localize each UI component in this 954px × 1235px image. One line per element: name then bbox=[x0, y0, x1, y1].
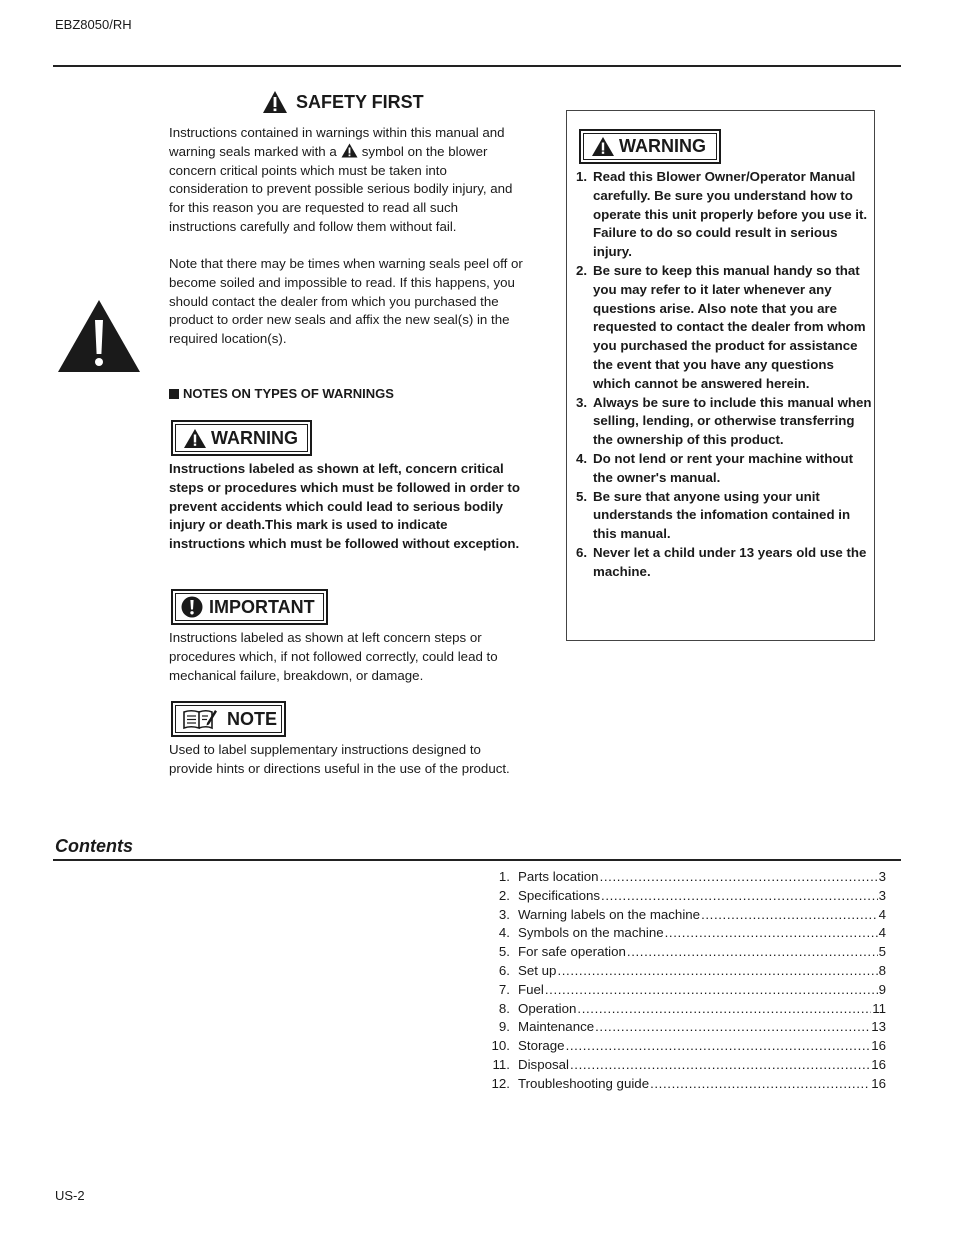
book-note-icon bbox=[182, 707, 218, 731]
toc-number: 7. bbox=[498, 981, 510, 997]
note-label-badge bbox=[171, 701, 286, 737]
safety-intro-text-2: symbol on the blower concern critical points which must be taken into consideration to prevent possible serious bodily injury, and for this reason you are requested to read all such instructions carefully and follow them without fail. bbox=[169, 143, 513, 234]
toc-page: 4 bbox=[878, 925, 886, 941]
toc-leader bbox=[665, 924, 878, 943]
toc-title: Parts location bbox=[518, 869, 599, 884]
toc-entry[interactable] bbox=[486, 943, 886, 962]
list-item bbox=[576, 544, 872, 582]
list-text: Never let a child under 13 years old use the machine. bbox=[593, 544, 867, 579]
square-bullet-icon bbox=[169, 389, 179, 399]
toc-number: 8. bbox=[498, 1000, 510, 1016]
toc-title: Set up bbox=[518, 962, 557, 978]
toc-entry[interactable] bbox=[486, 1018, 886, 1037]
safety-title-text: SAFETY FIRST bbox=[296, 91, 424, 112]
toc-entry[interactable] bbox=[486, 906, 886, 925]
toc-entry[interactable] bbox=[486, 1056, 886, 1075]
exclamation-circle-icon bbox=[181, 596, 203, 618]
safety-intro-paragraph bbox=[169, 124, 524, 237]
toc-page: 16 bbox=[871, 1056, 886, 1072]
toc-entry[interactable] bbox=[486, 1000, 886, 1019]
important-description: Instructions labeled as shown at left concern steps or procedures which, if not followed correctly, could lead to mechanical failure, breakdown, or damage. bbox=[169, 630, 498, 683]
toc-number: 2. bbox=[498, 887, 510, 903]
toc-number: 9. bbox=[498, 1019, 510, 1035]
list-item bbox=[576, 262, 872, 394]
list-item bbox=[576, 450, 872, 488]
list-number: 6. bbox=[576, 544, 588, 560]
toc-title: Troubleshooting guide bbox=[518, 1075, 650, 1091]
notes-heading bbox=[169, 386, 394, 401]
seal-notice-paragraph: Note that there may be times when warning seals peel off or become soiled and impossible to read. If this happens, you should contact the dealer from which you purchased the product to order new seals and affix the new seal(s) in the required location(s). bbox=[169, 256, 523, 347]
warning-label-badge bbox=[171, 420, 312, 456]
warning-triangle-icon bbox=[591, 136, 615, 157]
toc-entry[interactable] bbox=[486, 887, 886, 906]
toc-number: 5. bbox=[498, 944, 510, 960]
list-text: Be sure to keep this manual handy so that you may refer to it later whenever any questions arise. Also note that you are requested to contact the dealer from whom you purchased the product for assistance the event that you have any questions which cannot be answered herein. bbox=[593, 262, 866, 391]
contents-heading: Contents bbox=[55, 836, 133, 856]
toc-entry[interactable] bbox=[486, 962, 886, 981]
list-text: Always be sure to include this manual when selling, lending, or otherwise transferring the ownership of this product. bbox=[593, 394, 872, 448]
important-label-badge bbox=[171, 589, 328, 625]
toc-leader bbox=[627, 943, 878, 962]
toc-page: 13 bbox=[871, 1019, 886, 1035]
list-text: Do not lend or rent your machine without the owner's manual. bbox=[593, 450, 854, 485]
panel-warning-badge bbox=[579, 129, 721, 164]
toc-title: Maintenance bbox=[518, 1019, 595, 1035]
list-item bbox=[576, 168, 872, 262]
toc-leader bbox=[650, 1075, 870, 1094]
toc-leader bbox=[566, 1037, 871, 1056]
toc-page: 3 bbox=[878, 887, 886, 903]
toc-leader bbox=[545, 981, 878, 1000]
toc-leader bbox=[701, 906, 878, 925]
toc-number: 4. bbox=[498, 925, 510, 941]
list-text: Be sure that anyone using your unit understands the infomation contained in this manual. bbox=[593, 488, 851, 542]
toc-number: 11. bbox=[492, 1056, 510, 1072]
warning-triangle-icon bbox=[262, 90, 288, 114]
top-divider bbox=[53, 65, 901, 67]
warning-triangle-icon bbox=[183, 428, 207, 449]
toc-number: 10. bbox=[491, 1038, 510, 1054]
toc-page: 9 bbox=[878, 981, 886, 997]
notes-heading-text: NOTES ON TYPES OF WARNINGS bbox=[183, 386, 394, 401]
contents-divider bbox=[53, 859, 901, 861]
toc-number: 6. bbox=[498, 962, 510, 978]
toc-title: Storage bbox=[518, 1038, 565, 1054]
toc-entry[interactable] bbox=[486, 981, 886, 1000]
warning-label-text: WARNING bbox=[211, 427, 298, 448]
toc-page: 11 bbox=[872, 1000, 886, 1016]
toc-title: Disposal bbox=[518, 1056, 569, 1072]
list-number: 2. bbox=[576, 262, 588, 278]
toc-title: Symbols on the machine bbox=[518, 925, 664, 941]
warning-triangle-icon bbox=[341, 143, 358, 158]
table-of-contents bbox=[486, 868, 886, 1094]
toc-entry[interactable] bbox=[486, 1075, 886, 1094]
toc-page: 5 bbox=[878, 944, 886, 960]
toc-title: For safe operation bbox=[518, 944, 626, 960]
list-number: 1. bbox=[576, 169, 588, 184]
list-item bbox=[576, 394, 872, 450]
toc-number: 3. bbox=[498, 906, 510, 922]
list-number: 4. bbox=[576, 450, 588, 466]
warning-description: Instructions labeled as shown at left, concern critical steps or procedures which must be followed in order to prevent accidents which could lead to serious bodily injury or death.This mark is used to indicate instructions which must be followed without exception. bbox=[169, 461, 520, 552]
note-label-text: NOTE bbox=[227, 708, 278, 729]
toc-leader bbox=[577, 1000, 871, 1019]
toc-page: 16 bbox=[871, 1038, 886, 1054]
panel-warning-text: WARNING bbox=[619, 136, 706, 156]
safety-intro-text-1: Instructions contained in warnings within this manual and warning seals marked with a bbox=[169, 125, 505, 159]
toc-entry[interactable] bbox=[486, 1037, 886, 1056]
toc-page: 4 bbox=[878, 906, 886, 922]
toc-page: 8 bbox=[878, 962, 886, 978]
important-label-text: IMPORTANT bbox=[209, 596, 315, 617]
toc-leader bbox=[601, 887, 878, 906]
toc-title: Warning labels on the machine bbox=[518, 906, 701, 922]
toc-leader bbox=[600, 868, 878, 887]
list-number: 3. bbox=[576, 394, 588, 410]
toc-page: 3 bbox=[878, 869, 886, 884]
toc-entry[interactable] bbox=[486, 868, 886, 887]
model-number: EBZ8050/RH bbox=[55, 17, 132, 32]
page-number: US-2 bbox=[55, 1188, 85, 1203]
toc-title: Specifications bbox=[518, 887, 601, 903]
warning-panel bbox=[566, 110, 875, 641]
list-text: Read this Blower Owner/Operator Manual carefully. Be sure you understand how to operate this unit properly before you use it. Failure to do so could result in serious injury. bbox=[593, 169, 868, 260]
warning-list bbox=[576, 168, 872, 582]
list-number: 5. bbox=[576, 488, 588, 504]
safety-first-heading bbox=[262, 90, 424, 114]
toc-leader bbox=[595, 1018, 870, 1037]
toc-number: 1. bbox=[498, 869, 510, 884]
toc-leader bbox=[557, 962, 877, 981]
toc-entry[interactable] bbox=[486, 924, 886, 943]
toc-leader bbox=[570, 1056, 870, 1075]
toc-title: Fuel bbox=[518, 981, 544, 997]
large-warning-triangle-icon bbox=[56, 298, 142, 374]
note-description: Used to label supplementary instructions designed to provide hints or directions useful in the use of the product. bbox=[169, 742, 510, 776]
toc-number: 12. bbox=[491, 1075, 510, 1091]
toc-title: Operation bbox=[518, 1000, 577, 1016]
toc-page: 16 bbox=[871, 1075, 886, 1091]
list-item bbox=[576, 488, 872, 544]
